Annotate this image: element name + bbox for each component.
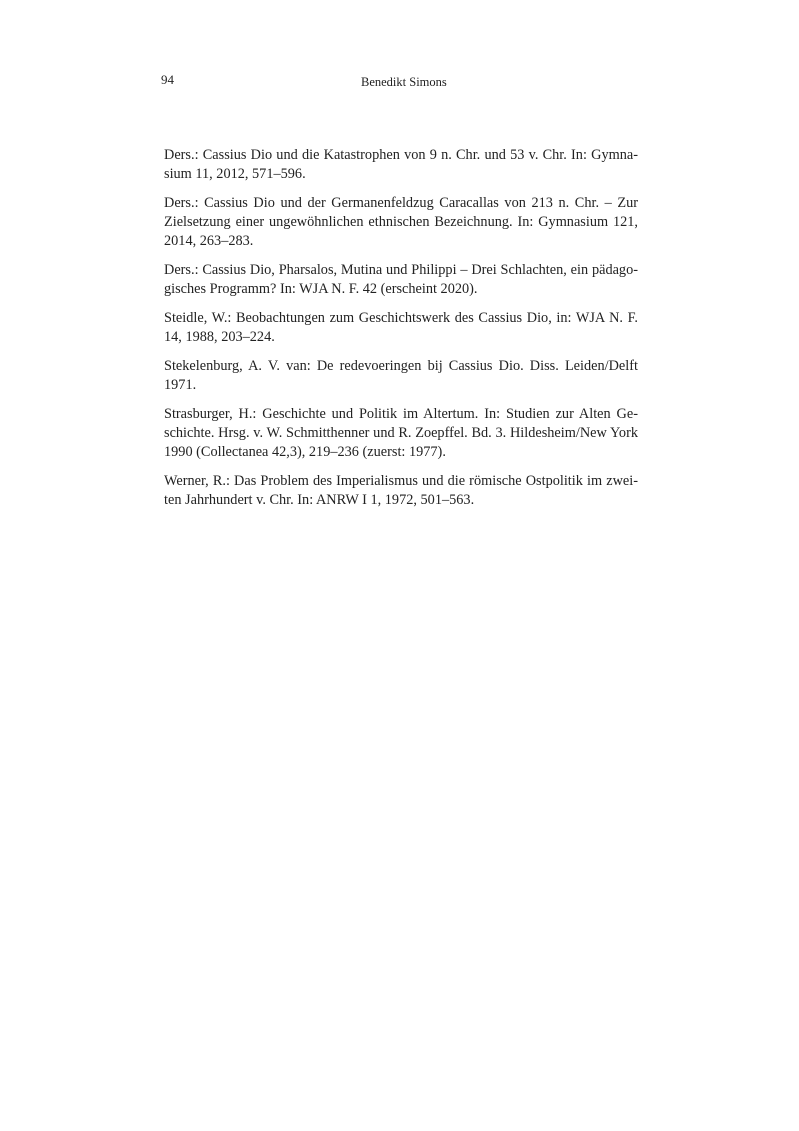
bibliography-entry: Ders.: Cassius Dio und der Germanenfeldzug Caracallas von 213 n. Chr. – Zur Zielsetzung einer ungewöhnlichen ethnischen Bezeichnung. In: Gymnasium 121, 2014, 263–283. xyxy=(164,194,638,250)
page-number: 94 xyxy=(161,72,174,87)
bibliography-entry: Ders.: Cassius Dio, Pharsalos, Mutina und Philippi – Drei Schlachten, ein pädagogisches Programm? In: WJA N. F. 42 (erscheint 2020). xyxy=(164,262,638,298)
bibliography-entry: Stekelenburg, A. V. van: De redevoeringen bij Cassius Dio. Diss. Leiden/Delft 1971. xyxy=(164,357,638,394)
bibliography-list xyxy=(164,146,638,520)
bibliography-entry: Werner, R.: Das Problem des Imperialismus und die römische Ostpolitik im zweiten Jahrhundert v. Chr. In: ANRW I 1, 1972, 501–563. xyxy=(164,472,638,509)
bibliography-entry: Steidle, W.: Beobachtungen zum Geschichtswerk des Cassius Dio, in: WJA N. F. 14, 1988, 203–224. xyxy=(164,309,638,346)
running-head: Benedikt Simons xyxy=(361,75,447,89)
bibliography-entry: Ders.: Cassius Dio und die Katastrophen von 9 n. Chr. und 53 v. Chr. In: Gymnasium 11, 2012, 571–596. xyxy=(164,147,638,183)
page-header xyxy=(161,72,639,92)
bibliography-entry: Strasburger, H.: Geschichte und Politik im Altertum. In: Studien zur Alten Geschichte. Hrsg. v. W. Schmitthenner und R. Zoepffel. Bd. 3. Hildesheim/New York 1990 (Collectanea 42,3), 219–236 (zuerst: 1977). xyxy=(164,405,638,461)
